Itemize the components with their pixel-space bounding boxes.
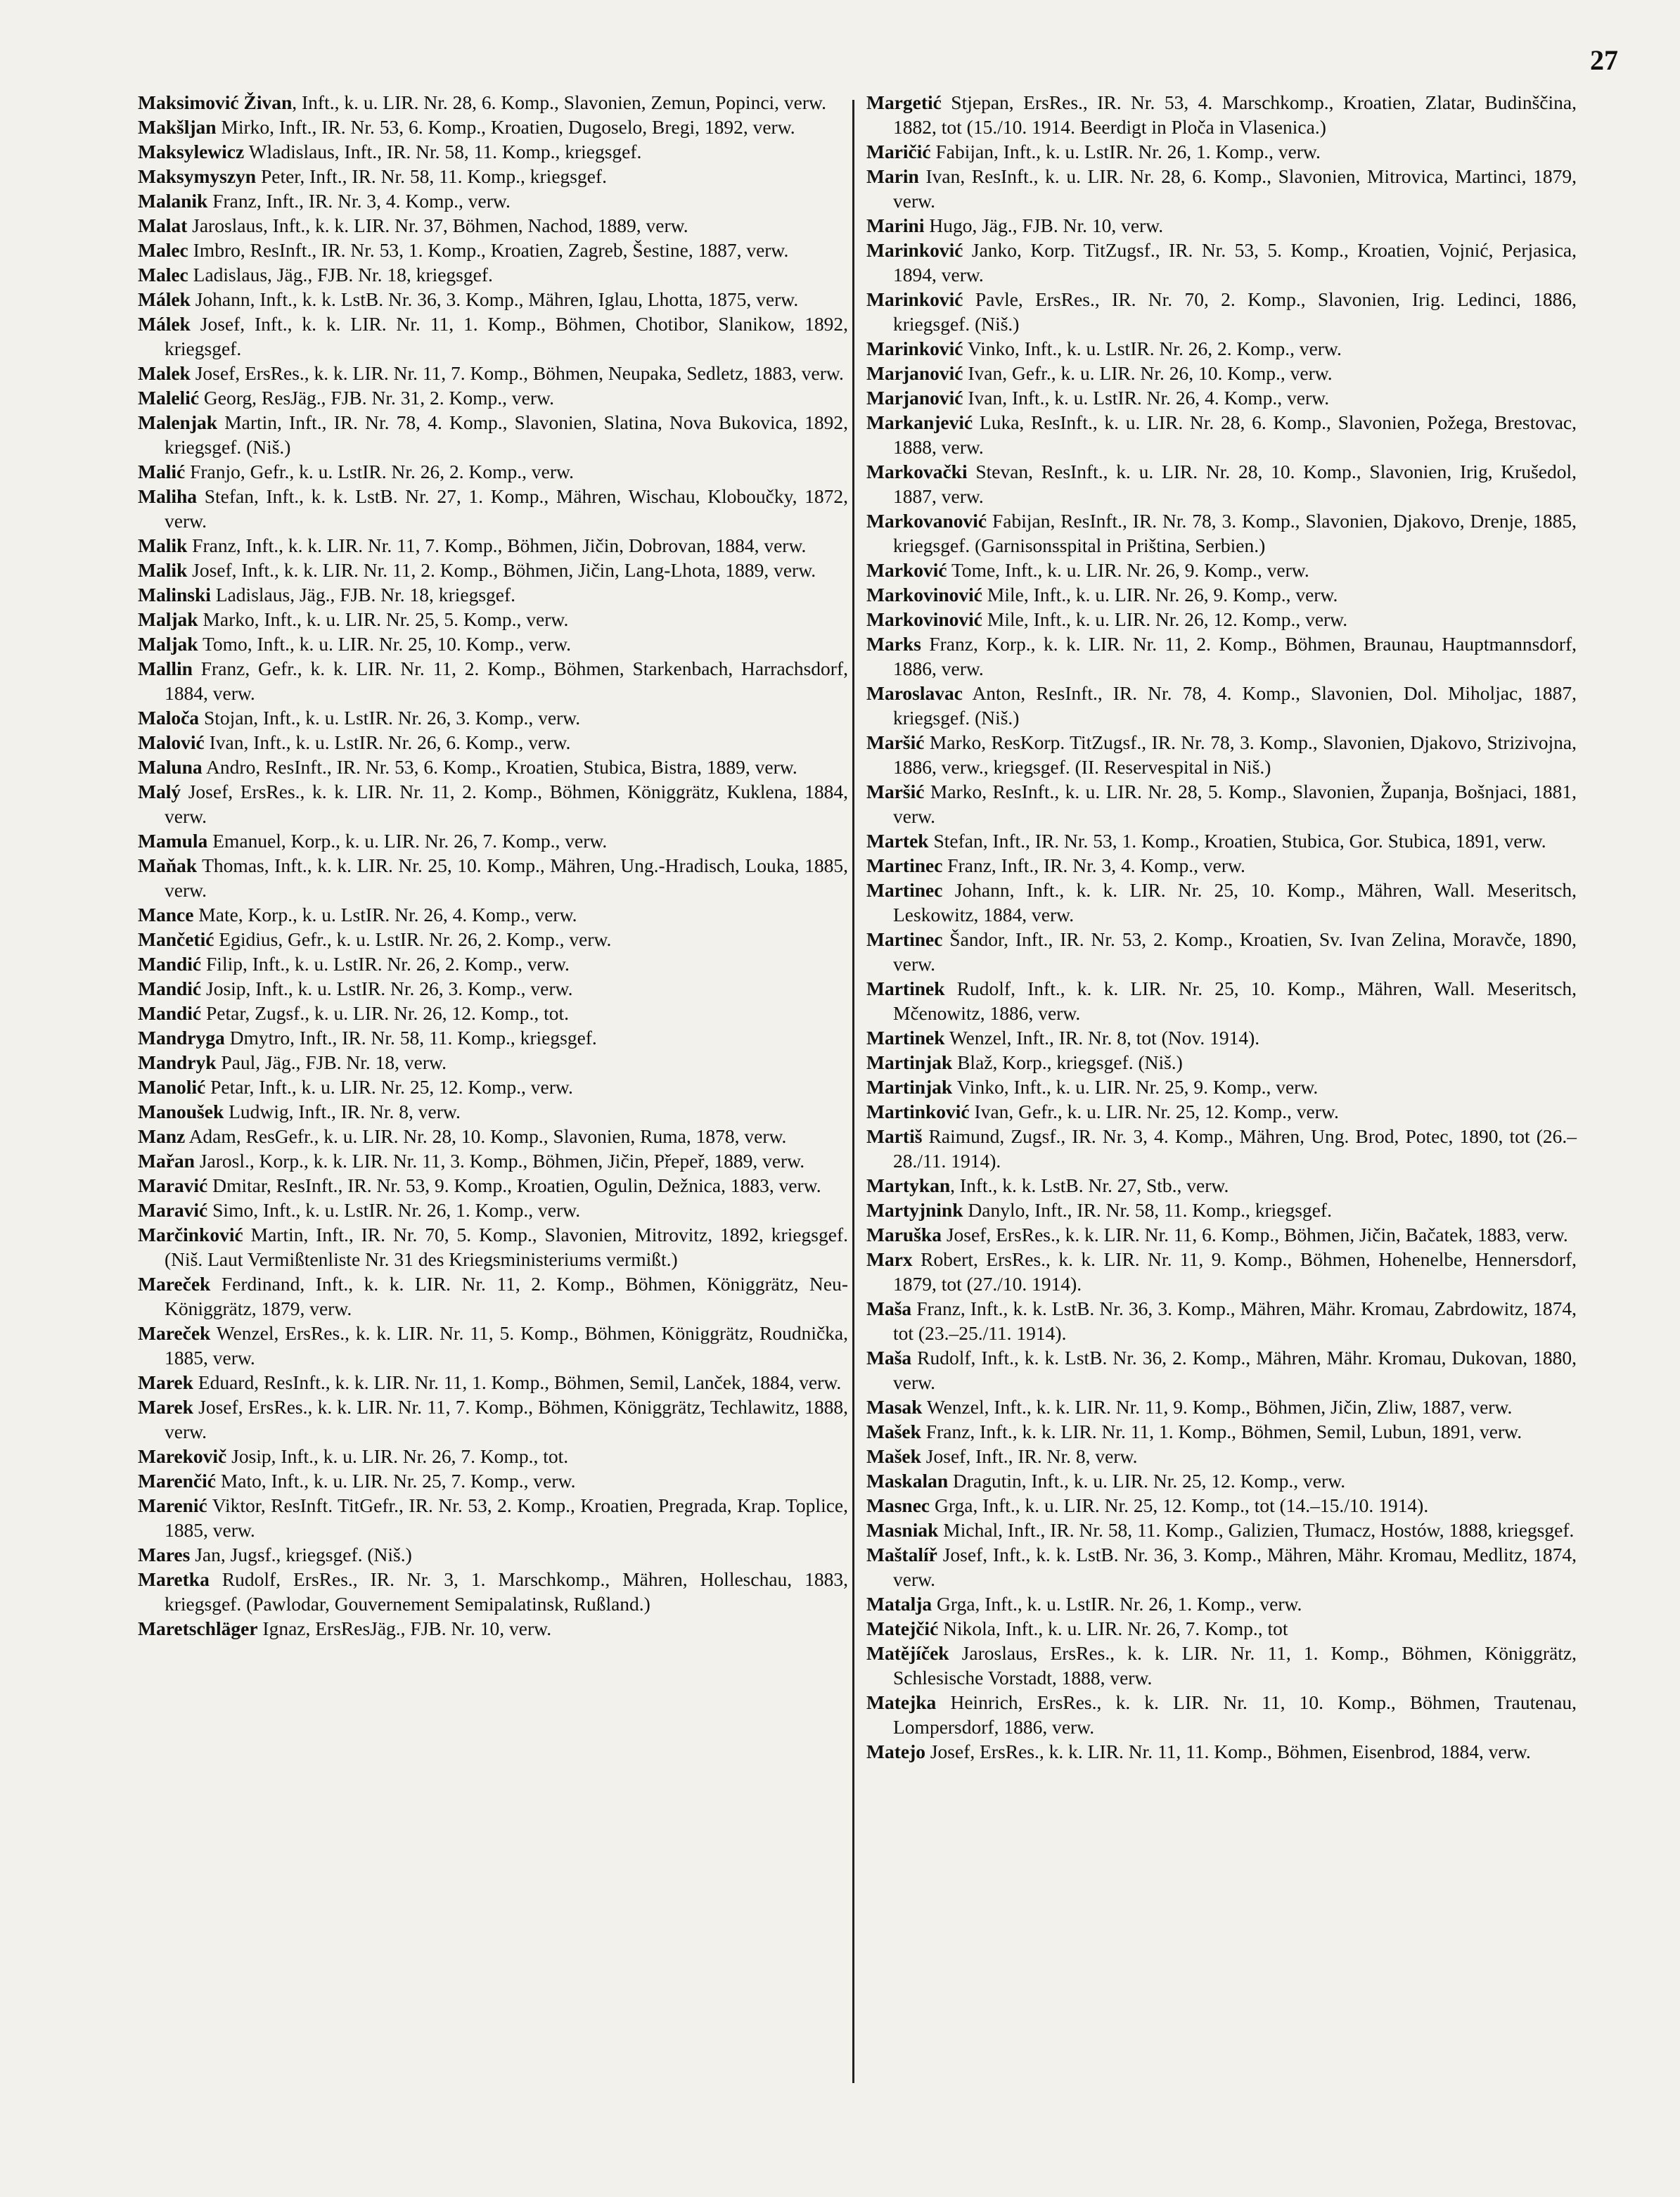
entry-details: Marko, ResInft., k. u. LIR. Nr. 28, 5. Komp., Slavonien, Županja, Bošnjaci, 1881, verw. [893, 781, 1577, 827]
list-entry [138, 1370, 848, 1395]
list-entry [866, 1444, 1577, 1468]
entry-details: Johann, Inft., k. k. LIR. Nr. 25, 10. Komp., Mähren, Wall. Meseritsch, Leskowitz, 1884, verw. [893, 879, 1577, 925]
entry-surname: Marek [138, 1371, 193, 1393]
list-entry [866, 730, 1577, 779]
entry-details: Franz, Korp., k. k. LIR. Nr. 11, 2. Komp., Böhmen, Braunau, Hauptmannsdorf, 1886, verw. [893, 633, 1577, 679]
entry-surname: Maljak [138, 633, 198, 655]
entry-details: Ivan, ResInft., k. u. LIR. Nr. 28, 6. Komp., Slavonien, Mitrovica, Martinci, 1879, verw. [893, 165, 1577, 212]
entry-details: Ladislaus, Jäg., FJB. Nr. 18, kriegsgef. [210, 584, 516, 606]
entry-surname: Marčinković [138, 1224, 243, 1245]
entry-details: Viktor, ResInft. TitGefr., IR. Nr. 53, 2. Komp., Kroatien, Pregrada, Krap. Toplice, 1885, verw. [165, 1494, 848, 1541]
list-entry [138, 1001, 848, 1025]
entry-surname: Maretka [138, 1568, 210, 1590]
list-entry [866, 779, 1577, 828]
entry-details: Fabijan, Inft., k. u. LstIR. Nr. 26, 1. Komp., verw. [930, 141, 1321, 162]
entry-surname: Malek [138, 362, 191, 384]
entry-details: Vinko, Inft., k. u. LstIR. Nr. 26, 2. Komp., verw. [963, 338, 1342, 359]
entry-surname: Markovinović [866, 584, 982, 606]
entry-surname: Marinković [866, 338, 963, 359]
entry-details: Franz, Gefr., k. k. LIR. Nr. 11, 2. Komp., Böhmen, Starkenbach, Harrachsdorf, 1884, verw. [165, 658, 848, 704]
entry-surname: Matejka [866, 1691, 937, 1713]
list-entry [138, 632, 848, 656]
list-entry [866, 927, 1577, 976]
list-entry [138, 779, 848, 828]
list-entry [866, 1641, 1577, 1690]
entry-surname: Matejo [866, 1741, 925, 1762]
entry-details: Stefan, Inft., IR. Nr. 53, 1. Komp., Kroatien, Stubica, Gor. Stubica, 1891, verw. [928, 830, 1546, 852]
entry-details: Mirko, Inft., IR. Nr. 53, 6. Komp., Kroatien, Dugoselo, Bregi, 1892, verw. [216, 116, 795, 138]
entry-surname: Mandić [138, 1002, 202, 1024]
entry-surname: Mandryga [138, 1027, 225, 1049]
entry-surname: Marenčić [138, 1470, 216, 1492]
list-entry [138, 902, 848, 927]
list-entry [138, 828, 848, 853]
entry-surname: Manolić [138, 1076, 206, 1098]
list-entry [138, 238, 848, 262]
page-number: 27 [1590, 44, 1618, 76]
entry-details: Josef, ErsRes., k. k. LIR. Nr. 11, 7. Komp., Böhmen, Neupaka, Sedletz, 1883, verw. [190, 362, 844, 384]
list-entry [138, 533, 848, 558]
entry-details: Franz, Inft., IR. Nr. 3, 4. Komp., verw. [207, 190, 511, 212]
entry-surname: Maksimović Živan [138, 91, 293, 113]
entry-details: Mile, Inft., k. u. LIR. Nr. 26, 12. Komp., verw. [982, 608, 1348, 630]
entry-surname: Martinec [866, 879, 943, 901]
entry-details: Janko, Korp. TitZugsf., IR. Nr. 53, 5. Komp., Kroatien, Vojnić, Perjasica, 1894, verw. [893, 239, 1577, 286]
entry-surname: Maluna [138, 756, 203, 778]
list-entry [138, 1173, 848, 1198]
entry-details: Stojan, Inft., k. u. LstIR. Nr. 26, 3. Komp., verw. [199, 707, 581, 729]
entry-surname: Martinek [866, 978, 945, 999]
list-entry [866, 1075, 1577, 1099]
entry-surname: Malinski [138, 584, 211, 606]
entry-details: Ferdinand, Inft., k. k. LIR. Nr. 11, 2. Komp., Böhmen, Königgrätz, Neu-Königgrätz, 1879, verw. [165, 1273, 848, 1319]
list-entry [138, 459, 848, 484]
entry-details: Wladislaus, Inft., IR. Nr. 58, 11. Komp., kriegsgef. [244, 141, 642, 162]
entry-surname: Maloča [138, 707, 200, 729]
entry-surname: Malović [138, 731, 205, 753]
list-entry [866, 976, 1577, 1025]
entry-surname: Mašek [866, 1445, 921, 1467]
entry-details: Dmitar, ResInft., IR. Nr. 53, 9. Komp., Kroatien, Ogulin, Dežnica, 1883, verw. [207, 1174, 821, 1196]
entry-surname: Maljak [138, 608, 198, 630]
entry-details: Anton, ResInft., IR. Nr. 78, 4. Komp., Slavonien, Dol. Miholjac, 1887, kriegsgef. (Niš.) [893, 682, 1577, 729]
entry-surname: Mallin [138, 658, 193, 679]
list-entry [138, 705, 848, 730]
entry-details: Nikola, Inft., k. u. LIR. Nr. 26, 7. Komp., tot [938, 1618, 1288, 1639]
entry-surname: Martinjak [866, 1051, 953, 1073]
entry-details: Thomas, Inft., k. k. LIR. Nr. 25, 10. Komp., Mähren, Ung.-Hradisch, Louka, 1885, verw. [165, 854, 848, 901]
list-entry [138, 1493, 848, 1542]
entry-details: Rudolf, Inft., k. k. LIR. Nr. 25, 10. Komp., Mähren, Wall. Meseritsch, Mčenowitz, 1886, verw. [893, 978, 1577, 1024]
entry-details: Josef, Inft., k. k. LIR. Nr. 11, 2. Komp., Böhmen, Jičin, Lang-Lhota, 1889, verw. [187, 559, 816, 581]
list-entry [866, 828, 1577, 853]
entry-details: Dmytro, Inft., IR. Nr. 58, 11. Komp., kriegsgef. [224, 1027, 597, 1049]
entry-surname: Malý [138, 781, 181, 802]
entry-surname: Margetić [866, 91, 942, 113]
entry-details: Vinko, Inft., k. u. LIR. Nr. 25, 9. Komp., verw. [952, 1076, 1319, 1098]
list-entry [866, 1173, 1577, 1198]
entry-details: Stevan, ResInft., k. u. LIR. Nr. 28, 10. Komp., Slavonien, Irig, Krušedol, 1887, verw. [893, 461, 1577, 507]
entry-details: Franz, Inft., k. k. LIR. Nr. 11, 7. Komp., Böhmen, Jičin, Dobrovan, 1884, verw. [187, 534, 807, 556]
entry-details: Filip, Inft., k. u. LstIR. Nr. 26, 2. Komp., verw. [201, 953, 570, 975]
entry-details: Josef, Inft., k. k. LstB. Nr. 36, 3. Komp., Mähren, Mähr. Kromau, Medlitz, 1874, verw. [893, 1544, 1577, 1590]
entry-surname: Malik [138, 559, 188, 581]
entry-details: Mile, Inft., k. u. LIR. Nr. 26, 9. Komp., verw. [982, 584, 1338, 606]
entry-details: Franz, Inft., k. k. LstB. Nr. 36, 3. Komp., Mähren, Mähr. Kromau, Zabrdowitz, 1874, tot (23.–25./11. 1914). [893, 1298, 1577, 1344]
entry-surname: Martykan [866, 1174, 951, 1196]
entry-surname: Maričić [866, 141, 931, 162]
entry-surname: Maša [866, 1347, 912, 1369]
entry-surname: Málek [138, 313, 191, 335]
entry-details: Marko, Inft., k. u. LIR. Nr. 25, 5. Komp., verw. [198, 608, 569, 630]
entry-details: Josip, Inft., k. u. LIR. Nr. 26, 7. Komp., tot. [226, 1445, 569, 1467]
column-divider [852, 100, 854, 2083]
entry-details: Ivan, Inft., k. u. LstIR. Nr. 26, 6. Komp., verw. [204, 731, 571, 753]
entry-details: Peter, Inft., IR. Nr. 58, 11. Komp., kriegsgef. [256, 165, 607, 187]
list-entry [866, 139, 1577, 164]
entry-surname: Mance [138, 904, 194, 925]
list-entry [138, 1050, 848, 1075]
entry-details: Wenzel, Inft., IR. Nr. 8, tot (Nov. 1914). [944, 1027, 1260, 1049]
entry-details: Adam, ResGefr., k. u. LIR. Nr. 28, 10. Komp., Slavonien, Ruma, 1878, verw. [185, 1125, 787, 1147]
entry-details: Andro, ResInft., IR. Nr. 53, 6. Komp., Kroatien, Stubica, Bistra, 1889, verw. [202, 756, 797, 778]
entry-details: Ludwig, Inft., IR. Nr. 8, verw. [224, 1101, 461, 1122]
entry-details: Hugo, Jäg., FJB. Nr. 10, verw. [924, 214, 1164, 236]
entry-details: Josef, Inft., IR. Nr. 8, verw. [921, 1445, 1138, 1467]
list-entry [866, 1690, 1577, 1739]
entry-surname: Maňak [138, 854, 198, 876]
list-entry [138, 1542, 848, 1567]
entry-surname: Marković [866, 559, 947, 581]
list-entry [866, 287, 1577, 336]
entry-surname: Markanjević [866, 411, 973, 433]
entry-details: Mato, Inft., k. u. LIR. Nr. 25, 7. Komp., verw. [215, 1470, 576, 1492]
entry-details: Wenzel, ErsRes., k. k. LIR. Nr. 11, 5. Komp., Böhmen, Königgrätz, Roudnička, 1885, verw. [165, 1322, 848, 1369]
entry-surname: Mandić [138, 978, 202, 999]
entry-surname: Markovanović [866, 510, 987, 532]
entry-details: Luka, ResInft., k. u. LIR. Nr. 28, 6. Komp., Slavonien, Požega, Brestovac, 1888, verw. [893, 411, 1577, 458]
entry-details: Simo, Inft., k. u. LstIR. Nr. 26, 1. Komp., verw. [207, 1199, 581, 1221]
entry-surname: Manz [138, 1125, 186, 1147]
list-entry [138, 1148, 848, 1173]
entry-details: Ivan, Gefr., k. u. LIR. Nr. 26, 10. Komp., verw. [963, 362, 1333, 384]
entry-surname: Marinković [866, 288, 963, 310]
entry-surname: Malenjak [138, 411, 218, 433]
list-entry [138, 1025, 848, 1050]
list-entry [138, 927, 848, 952]
entry-details: Pavle, ErsRes., IR. Nr. 70, 2. Komp., Slavonien, Irig. Ledinci, 1886, kriegsgef. (Niš.) [893, 288, 1577, 335]
list-entry [866, 1493, 1577, 1518]
entry-surname: Mares [138, 1544, 191, 1565]
entry-details: Georg, ResJäg., FJB. Nr. 31, 2. Komp., verw. [199, 387, 554, 409]
list-entry [138, 1222, 848, 1272]
entry-details: Franjo, Gefr., k. u. LstIR. Nr. 26, 2. Komp., verw. [185, 461, 574, 482]
list-entry [138, 558, 848, 582]
list-entry [866, 459, 1577, 508]
entry-surname: Matalja [866, 1593, 932, 1615]
list-entry [138, 361, 848, 385]
list-entry [138, 1616, 848, 1641]
entry-details: Egidius, Gefr., k. u. LstIR. Nr. 26, 2. Komp., verw. [214, 928, 612, 950]
entry-details: Petar, Inft., k. u. LIR. Nr. 25, 12. Komp., verw. [205, 1076, 573, 1098]
entry-details: Raimund, Zugsf., IR. Nr. 3, 4. Komp., Mähren, Ung. Brod, Potec, 1890, tot (26.–28./11. 1914). [893, 1125, 1577, 1172]
list-entry [866, 632, 1577, 681]
entry-surname: Maksylewicz [138, 141, 245, 162]
list-entry [866, 878, 1577, 927]
entry-surname: Marjanović [866, 387, 963, 409]
entry-surname: Marin [866, 165, 919, 187]
entry-surname: Malanik [138, 190, 208, 212]
list-entry [866, 582, 1577, 607]
list-entry [866, 1222, 1577, 1247]
entry-details: Imbro, ResInft., IR. Nr. 53, 1. Komp., Kroatien, Zagreb, Šestine, 1887, verw. [188, 239, 789, 261]
entry-surname: Martiš [866, 1125, 923, 1147]
entry-surname: Manoušek [138, 1101, 224, 1122]
entry-details: Emanuel, Korp., k. u. LIR. Nr. 26, 7. Komp., verw. [207, 830, 608, 852]
list-entry [138, 164, 848, 188]
list-entry [138, 607, 848, 632]
entry-details: Franz, Inft., IR. Nr. 3, 4. Komp., verw. [942, 854, 1245, 876]
entry-surname: Masniak [866, 1519, 939, 1541]
entry-surname: Martinković [866, 1101, 970, 1122]
list-entry [866, 1395, 1577, 1419]
list-entry [866, 681, 1577, 730]
entry-surname: Mareček [138, 1273, 211, 1295]
entry-surname: Martinjak [866, 1076, 953, 1098]
entry-surname: Matějíček [866, 1642, 949, 1664]
list-entry [866, 1591, 1577, 1616]
list-entry [866, 1099, 1577, 1124]
entry-details: Jan, Jugsf., kriegsgef. (Niš.) [190, 1544, 412, 1565]
entry-surname: Martinek [866, 1027, 945, 1049]
entry-details: Martin, Inft., IR. Nr. 70, 5. Komp., Slavonien, Mitrovitz, 1892, kriegsgef. (Niš. Laut Vermißtenliste Nr. 31 des Kriegsministeriums vermißt.) [165, 1224, 848, 1270]
entry-surname: Maruška [866, 1224, 942, 1245]
list-entry [866, 853, 1577, 878]
list-entry [866, 361, 1577, 385]
entry-surname: Maroslavac [866, 682, 963, 704]
entry-details: Dragutin, Inft., k. u. LIR. Nr. 25, 12. Komp., verw. [948, 1470, 1346, 1492]
entry-surname: Malec [138, 264, 188, 286]
entry-details: Eduard, ResInft., k. k. LIR. Nr. 11, 1. Komp., Böhmen, Semil, Lanček, 1884, verw. [193, 1371, 842, 1393]
entry-details: Blaž, Korp., kriegsgef. (Niš.) [952, 1051, 1183, 1073]
list-entry [866, 607, 1577, 632]
entry-surname: Martek [866, 830, 929, 852]
entry-details: Fabijan, ResInft., IR. Nr. 78, 3. Komp., Slavonien, Djakovo, Drenje, 1885, kriegsgef. (Garnisonsspital in Priština, Serbien.) [893, 510, 1577, 556]
list-entry [866, 238, 1577, 287]
left-column [138, 90, 848, 1641]
entry-details: Josef, ErsRes., k. k. LIR. Nr. 11, 11. Komp., Böhmen, Eisenbrod, 1884, verw. [925, 1741, 1531, 1762]
entry-details: Paul, Jäg., FJB. Nr. 18, verw. [216, 1051, 447, 1073]
entry-details: Michal, Inft., IR. Nr. 58, 11. Komp., Galizien, Tłumacz, Hostów, 1888, kriegsgef. [938, 1519, 1575, 1541]
entry-details: Rudolf, Inft., k. k. LstB. Nr. 36, 2. Komp., Mähren, Mähr. Kromau, Dukovan, 1880, verw. [893, 1347, 1577, 1393]
entry-surname: Marinković [866, 239, 963, 261]
entry-details: Stjepan, ErsRes., IR. Nr. 53, 4. Marschkomp., Kroatien, Zlatar, Budinščina, 1882, tot (15./10. 1914. Beerdigt in Ploča in Vlasenica.) [893, 91, 1577, 138]
entry-details: Rudolf, ErsRes., IR. Nr. 3, 1. Marschkomp., Mähren, Holleschau, 1883, kriegsgef. (Pawlodar, Gouvernement Semipalatinsk, Rußland.) [165, 1568, 848, 1615]
list-entry [866, 1345, 1577, 1395]
list-entry [866, 213, 1577, 238]
list-entry [138, 755, 848, 779]
list-entry [138, 410, 848, 459]
list-entry [866, 1124, 1577, 1173]
list-entry [138, 213, 848, 238]
list-entry [138, 1468, 848, 1493]
entry-details: Petar, Zugsf., k. u. LIR. Nr. 26, 12. Komp., tot. [201, 1002, 570, 1024]
entry-details: Grga, Inft., k. u. LstIR. Nr. 26, 1. Komp., verw. [932, 1593, 1302, 1615]
entry-details: Tomo, Inft., k. u. LIR. Nr. 25, 10. Komp., verw. [198, 633, 572, 655]
list-entry [866, 1518, 1577, 1542]
right-column [866, 90, 1577, 1764]
entry-surname: Mařan [138, 1150, 195, 1172]
entry-details: Franz, Inft., k. k. LIR. Nr. 11, 1. Komp., Böhmen, Semil, Lubun, 1891, verw. [921, 1421, 1522, 1442]
entry-details: Wenzel, Inft., k. k. LIR. Nr. 11, 9. Komp., Böhmen, Jičin, Zliw, 1887, verw. [922, 1396, 1513, 1418]
list-entry [138, 484, 848, 533]
entry-details: Ignaz, ErsResJäg., FJB. Nr. 10, verw. [257, 1618, 552, 1639]
entry-surname: Maršić [866, 731, 925, 753]
entry-surname: Maša [866, 1298, 912, 1319]
entry-surname: Marini [866, 214, 925, 236]
entry-surname: Martinec [866, 928, 943, 950]
entry-details: Šandor, Inft., IR. Nr. 53, 2. Komp., Kroatien, Sv. Ivan Zelina, Moravče, 1890, verw. [893, 928, 1577, 975]
entry-surname: Mandryk [138, 1051, 217, 1073]
entry-surname: Markovinović [866, 608, 982, 630]
entry-surname: Maksymyszyn [138, 165, 257, 187]
entry-surname: Maliha [138, 485, 198, 507]
entry-details: Josef, Inft., k. k. LIR. Nr. 11, 1. Komp., Böhmen, Chotibor, Slanikow, 1892, kriegsgef. [165, 313, 848, 359]
list-entry [866, 558, 1577, 582]
list-entry [866, 1198, 1577, 1222]
list-entry [138, 730, 848, 755]
entry-details: Martin, Inft., IR. Nr. 78, 4. Komp., Slavonien, Slatina, Nova Bukovica, 1892, kriegsgef. (Niš.) [165, 411, 848, 458]
entry-details: Josef, ErsRes., k. k. LIR. Nr. 11, 7. Komp., Böhmen, Königgrätz, Techlawitz, 1888, verw. [165, 1396, 848, 1442]
entry-surname: Marjanović [866, 362, 963, 384]
list-entry [138, 1198, 848, 1222]
entry-surname: Maskalan [866, 1470, 949, 1492]
entry-details: Tome, Inft., k. u. LIR. Nr. 26, 9. Komp., verw. [947, 559, 1309, 581]
list-entry [138, 90, 848, 115]
list-entry [138, 952, 848, 976]
entry-details: Johann, Inft., k. k. LstB. Nr. 36, 3. Komp., Mähren, Iglau, Lhotta, 1875, verw. [190, 288, 799, 310]
entry-surname: Mašek [866, 1421, 921, 1442]
entry-details: Robert, ErsRes., k. k. LIR. Nr. 11, 9. Komp., Böhmen, Hohenelbe, Hennersdorf, 1879, tot (27./10. 1914). [893, 1248, 1577, 1295]
entry-surname: Malat [138, 214, 188, 236]
entry-surname: Málek [138, 288, 191, 310]
list-entry [866, 164, 1577, 213]
list-entry [866, 1616, 1577, 1641]
list-entry [138, 976, 848, 1001]
entry-surname: Malec [138, 239, 188, 261]
entry-surname: Maravić [138, 1174, 208, 1196]
entry-surname: Masnec [866, 1494, 930, 1516]
entry-surname: Marks [866, 633, 921, 655]
list-entry [866, 1542, 1577, 1591]
list-entry [138, 1321, 848, 1370]
entry-details: Marko, ResKorp. TitZugsf., IR. Nr. 78, 3. Komp., Slavonien, Djakovo, Strizivojna, 1886, verw., kriegsgef. (II. Reservespital in Niš.) [893, 731, 1577, 778]
list-entry [138, 139, 848, 164]
list-entry [138, 188, 848, 213]
list-entry [866, 1247, 1577, 1296]
entry-surname: Mandić [138, 953, 202, 975]
entry-details: Josef, ErsRes., k. k. LIR. Nr. 11, 6. Komp., Böhmen, Jičin, Bačatek, 1883, verw. [941, 1224, 1568, 1245]
entry-details: Jarosl., Korp., k. k. LIR. Nr. 11, 3. Komp., Böhmen, Jičin, Přepeř, 1889, verw. [194, 1150, 805, 1172]
entry-surname: Marekovič [138, 1445, 227, 1467]
list-entry [866, 1739, 1577, 1764]
entry-details: , Inft., k. u. LIR. Nr. 28, 6. Komp., Slavonien, Zemun, Popinci, verw. [292, 91, 826, 113]
entry-surname: Markovački [866, 461, 968, 482]
entry-surname: Marx [866, 1248, 913, 1270]
entry-details: , Inft., k. k. LstB. Nr. 27, Stb., verw. [950, 1174, 1229, 1196]
entry-details: Heinrich, ErsRes., k. k. LIR. Nr. 11, 10. Komp., Böhmen, Trautenau, Lompersdorf, 1886, verw. [893, 1691, 1577, 1738]
entry-surname: Matejčić [866, 1618, 939, 1639]
entry-surname: Mamula [138, 830, 208, 852]
list-entry [866, 336, 1577, 361]
entry-surname: Martinec [866, 854, 943, 876]
list-entry [138, 115, 848, 139]
entry-surname: Maštalíř [866, 1544, 937, 1565]
list-entry [138, 853, 848, 902]
list-entry [138, 1099, 848, 1124]
entry-surname: Malić [138, 461, 186, 482]
entry-details: Ivan, Gefr., k. u. LIR. Nr. 25, 12. Komp., verw. [969, 1101, 1339, 1122]
entry-details: Ivan, Inft., k. u. LstIR. Nr. 26, 4. Komp., verw. [963, 387, 1330, 409]
entry-details: Danylo, Inft., IR. Nr. 58, 11. Komp., kriegsgef. [963, 1199, 1332, 1221]
entry-surname: Malik [138, 534, 188, 556]
list-entry [866, 508, 1577, 558]
entry-details: Stefan, Inft., k. k. LstB. Nr. 27, 1. Komp., Mähren, Wischau, Kloboučky, 1872, verw. [165, 485, 848, 532]
entry-surname: Maršić [866, 781, 925, 802]
list-entry [138, 1444, 848, 1468]
list-entry [138, 1124, 848, 1148]
list-entry [138, 385, 848, 410]
entry-surname: Masak [866, 1396, 923, 1418]
entry-details: Jaroslaus, ErsRes., k. k. LIR. Nr. 11, 1. Komp., Böhmen, Königgrätz, Schlesische Vorstadt, 1888, verw. [893, 1642, 1577, 1689]
entry-surname: Mančetić [138, 928, 214, 950]
list-entry [138, 1075, 848, 1099]
entry-details: Mate, Korp., k. u. LstIR. Nr. 26, 4. Komp., verw. [193, 904, 577, 925]
list-entry [866, 90, 1577, 139]
list-entry [866, 1468, 1577, 1493]
list-entry [866, 410, 1577, 459]
entry-surname: Maretschläger [138, 1618, 258, 1639]
list-entry [866, 1050, 1577, 1075]
entry-surname: Makšljan [138, 116, 217, 138]
entry-surname: Marek [138, 1396, 193, 1418]
list-entry [866, 1025, 1577, 1050]
list-entry [138, 312, 848, 361]
entry-details: Josip, Inft., k. u. LstIR. Nr. 26, 3. Komp., verw. [201, 978, 573, 999]
list-entry [138, 1395, 848, 1444]
entry-surname: Mareček [138, 1322, 211, 1344]
list-entry [138, 1272, 848, 1321]
list-entry [138, 582, 848, 607]
list-entry [138, 656, 848, 705]
entry-details: Ladislaus, Jäg., FJB. Nr. 18, kriegsgef. [188, 264, 493, 286]
entry-surname: Martyjnink [866, 1199, 963, 1221]
list-entry [866, 1296, 1577, 1345]
entry-details: Jaroslaus, Inft., k. k. LIR. Nr. 37, Böhmen, Nachod, 1889, verw. [187, 214, 688, 236]
list-entry [138, 287, 848, 312]
list-entry [866, 385, 1577, 410]
list-entry [138, 262, 848, 287]
entry-surname: Malelić [138, 387, 200, 409]
list-entry [138, 1567, 848, 1616]
list-entry [866, 1419, 1577, 1444]
entry-details: Grga, Inft., k. u. LIR. Nr. 25, 12. Komp., tot (14.–15./10. 1914). [930, 1494, 1429, 1516]
entry-surname: Marenić [138, 1494, 207, 1516]
entry-surname: Maravić [138, 1199, 208, 1221]
entry-details: Josef, ErsRes., k. k. LIR. Nr. 11, 2. Komp., Böhmen, Königgrätz, Kuklena, 1884, verw. [165, 781, 848, 827]
